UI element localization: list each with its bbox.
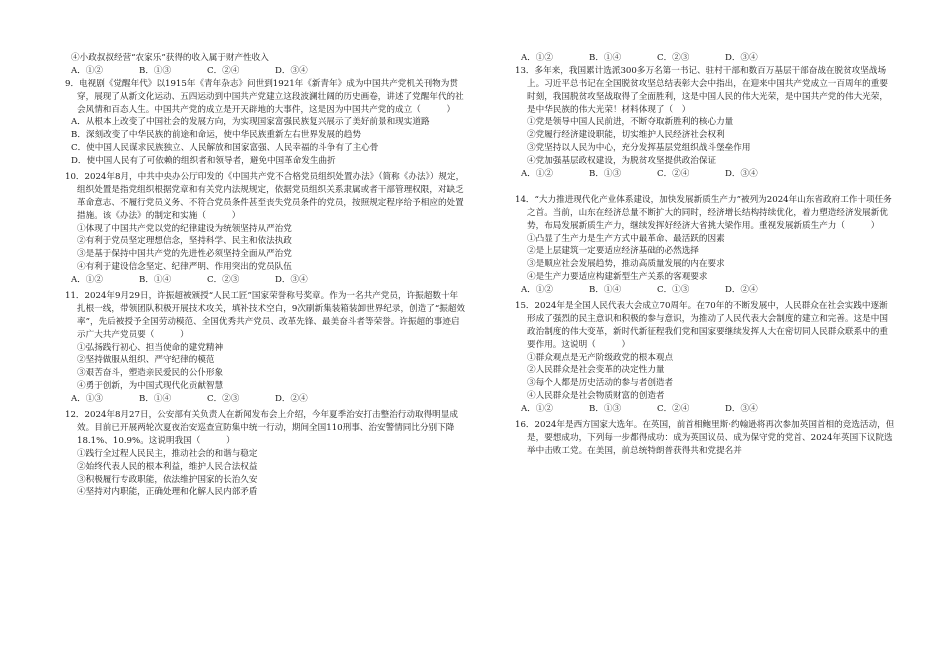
choice-item: ④党加强基层政权建设，为脱贫攻坚提供政治保证 (527, 156, 717, 167)
option-b: B．深刻改变了中华民族的前途和命运，使中华民族重新左右世界发展的趋势 (71, 130, 361, 141)
answer-option: A．①② (521, 404, 553, 415)
answer-option: C．②④ (207, 65, 240, 76)
choice-item: ①弘扬践行初心、担当使命的建党精神 (77, 342, 224, 353)
answer-option: C．②③ (207, 394, 240, 405)
answer-option: D．③④ (275, 275, 308, 286)
choice-item: ②始终代表人民的根本利益，维护人民合法权益 (77, 461, 258, 472)
answer-option: D．②④ (725, 285, 758, 296)
choice-item: ①群众观点是无产阶级政党的根本观点 (527, 352, 674, 363)
question-stem: 15．2024年是全国人民代表大会成立70周年。在70年的不断发展中，人民群众在社会实践中逐渐形成了强烈的民主意识和积极的参与意识，为推动了人民代表大会制度的建立和完善。这是中国政治制度的伟大变革，新时代新征程我们党和国家要继续发挥人大在密切同人民群众联系中的重要作用。这说明（ ） (515, 301, 888, 350)
answer-option: B．①④ (589, 285, 622, 296)
answer-option: C．②③ (657, 53, 690, 63)
question-13 (515, 65, 895, 181)
choice-item: ①践行全过程人民民主，推动社会的和谐与稳定 (77, 448, 258, 459)
answer-option: A．①② (71, 275, 103, 286)
question-stem: 10．2024年8月，中共中央办公厅印发的《中国共产党不合格党员组织处置办法》（简称《办法》）规定，组织处置是指党组织根据党章和有关党内法规规定，依据党员组织关系隶属或者干部管理权限，对缺乏革命意志、不履行党员义务、不符合党员条件甚至丧失党员条件的党员，按照规定程序给予相应的处置措施。该《办法》的制定和实施（ ） (65, 172, 465, 221)
answer-option: A．①③ (71, 394, 103, 405)
question-11 (65, 290, 465, 406)
question-9 (65, 78, 465, 168)
choice-item: ④有利于建设信念坚定、纪律严明、作用突出的党员队伍 (77, 262, 292, 273)
choice-item: ③每个人都是历史活动的参与者创造者 (527, 378, 674, 389)
answer-option: D．②④ (275, 394, 308, 405)
choice-item: ④是生产力要适应构建新型生产关系的客观要求 (527, 272, 708, 283)
question-10 (65, 171, 465, 287)
choice-item: ④勇于创新，为中国式现代化贡献智慧 (77, 381, 224, 392)
answer-row (515, 403, 895, 416)
answer-row (515, 168, 895, 181)
answer-row (65, 393, 465, 406)
question-stem: 12．2024年8月27日，公安部有关负责人在新闻发布会上介绍，今年夏季治安打击整治行动取得明显成效。目前已开展两轮次夏夜治安巡查宣防集中统一行动，期间全国110刑事、治安警情同比分别下降18.1%、10.9%。这说明我国（ ） (65, 410, 458, 446)
left-column (65, 52, 465, 502)
question-14 (515, 194, 895, 297)
choice-item: ②坚持做服从组织、严守纪律的模范 (77, 355, 215, 366)
choice-item: ③党坚持以人民为中心，充分发挥基层党组织战斗堡垒作用 (527, 143, 751, 154)
choice-item: ③积极履行专政职能，依法维护国家的长治久安 (77, 474, 258, 485)
answer-option: D．③④ (275, 65, 308, 76)
answer-option: D．③④ (725, 169, 758, 180)
choice-item: ③是顺应社会发展趋势，推动高质量发展的内在要求 (527, 259, 725, 270)
option-a: A．从根本上改变了中国社会的发展方向，为实现国家富强民族复兴展示了美好前景和现实道路 (71, 117, 430, 128)
question-stem: 16．2024年是西方国家大选年。在英国，前首相鲍里斯·约翰逊将再次参加英国首相的竞选活动，但是，要想成功，下列每一步都得成功：成为英国议员、成为保守党的党首、2024年英国下议院选举中击败工党。在美国，前总统特朗普获得共和党提名并 (515, 420, 895, 456)
answer-option: A．①② (521, 285, 553, 296)
choice-item: ②是上层建筑一定要适应经济基础的必然选择 (527, 246, 699, 257)
answer-option: D．③④ (725, 53, 758, 63)
answer-option: C．②④ (657, 169, 690, 180)
answer-option: B．①③ (589, 404, 622, 415)
answer-option: B．①④ (139, 394, 172, 405)
question-stem: 14．“大力推进现代化产业体系建设，加快发展新质生产力”被列为2024年山东省政府工作十项任务之首。当前，山东在经济总量不断扩大的同时，经济增长结构持续优化，着力塑造经济发展新优势，布局发展新质生产力，继续发挥好经济大省挑大梁作用。重视发展新质生产力（ ） (515, 194, 892, 231)
choice-item: ④人民群众是社会物质财富的创造者 (527, 391, 665, 402)
choice-item: ①党是领导中国人民前进，不断夺取新胜利的核心力量 (527, 117, 734, 128)
question-15 (515, 300, 895, 416)
choice-item: ④坚持对内职能，正确处理和化解人民内部矛盾 (77, 487, 258, 498)
answer-option: A．①② (521, 169, 553, 180)
question-stem: 9．电视剧《觉醒年代》以1915年《青年杂志》问世到1921年《新青年》成为中国共产党机关刊物为贯穿，展现了从新文化运动、五四运动到中国共产党建立这段波澜壮阔的历史画卷，讲述了党醒年代的社会风情和百态人生。中国共产党的成立是开天辟地的大事件，这是因为中国共产党的成立（ ） (65, 78, 464, 115)
answer-row (65, 274, 465, 287)
question-16 (515, 419, 895, 458)
right-column (515, 52, 895, 461)
option-d: D．使中国人民有了可依赖的组织者和领导者，避免中国革命发生曲折 (71, 156, 336, 167)
answer-option: B．①③ (139, 65, 172, 76)
answer-option: A．①② (71, 65, 103, 76)
question-12 (65, 409, 465, 499)
choice-item: ②有利于党员坚定理想信念，坚持科学、民主和依法执政 (77, 236, 292, 247)
answer-option: C．②③ (207, 275, 240, 286)
answer-option: B．①④ (589, 53, 622, 63)
choice-item: ①体现了中国共产党以党的纪律建设为统领坚持从严治党 (77, 223, 292, 234)
answer-row (515, 52, 895, 65)
choice-item: ②人民群众是社会变革的决定性力量 (527, 365, 665, 376)
answer-row (515, 284, 895, 297)
question-stem: 13．多年来，我国累计选派300多万名第一书记、驻村干部和数百万基层干部奋战在脱贫攻坚战场上。习近平总书记在全国脱贫攻坚总结表彰大会中指出，在迎来中国共产党成立一百周年的重要时刻，我国脱贫攻坚战取得了全面胜利，这是中国人民的伟大光荣，是中国共产党的伟大光荣，是中华民族的伟大光荣！材料体现了（ ） (515, 65, 888, 115)
answer-option: D．③④ (725, 404, 758, 415)
choice-item: ③艰苦奋斗，塑造亲民爱民的公仆形象 (77, 368, 224, 379)
choice-item: ①凸显了生产力是生产方式中最革命、最活跃的因素 (527, 233, 725, 244)
answer-option: C．①③ (657, 285, 690, 296)
choice-item: ②党履行经济建设职能，切实维护人民经济社会权利 (527, 130, 725, 141)
choice-item: ④小政叔叔经营“农家乐”获得的收入属于财产性收入 (71, 53, 269, 63)
answer-option: A．①② (521, 53, 553, 63)
question-stem: 11．2024年9月29日，许振超被颁授“人民工匠”国家荣誉称号奖章。作为一名共产党员，许振超数十年扎根一线，带领团队积极开展技术攻关，填补技术空白，9次刷新集装箱装卸世界纪录，创造了“振超效率”，先后被授予全国劳动模范、全国优秀共产党员、改革先锋、最美奋斗者等荣誉。许振超的事迹启示广大共产党员要（ ） (65, 291, 465, 340)
answer-option: B．①③ (589, 169, 622, 180)
answer-row (65, 65, 465, 78)
answer-option: B．①④ (139, 275, 172, 286)
choice-item: ③是基于保持中国共产党的先进性必须坚持全面从严治党 (77, 249, 292, 260)
answer-option: C．②④ (657, 404, 690, 415)
option-c: C．使中国人民谋求民族独立、人民解放和国家富强、人民幸福的斗争有了主心骨 (71, 143, 379, 154)
